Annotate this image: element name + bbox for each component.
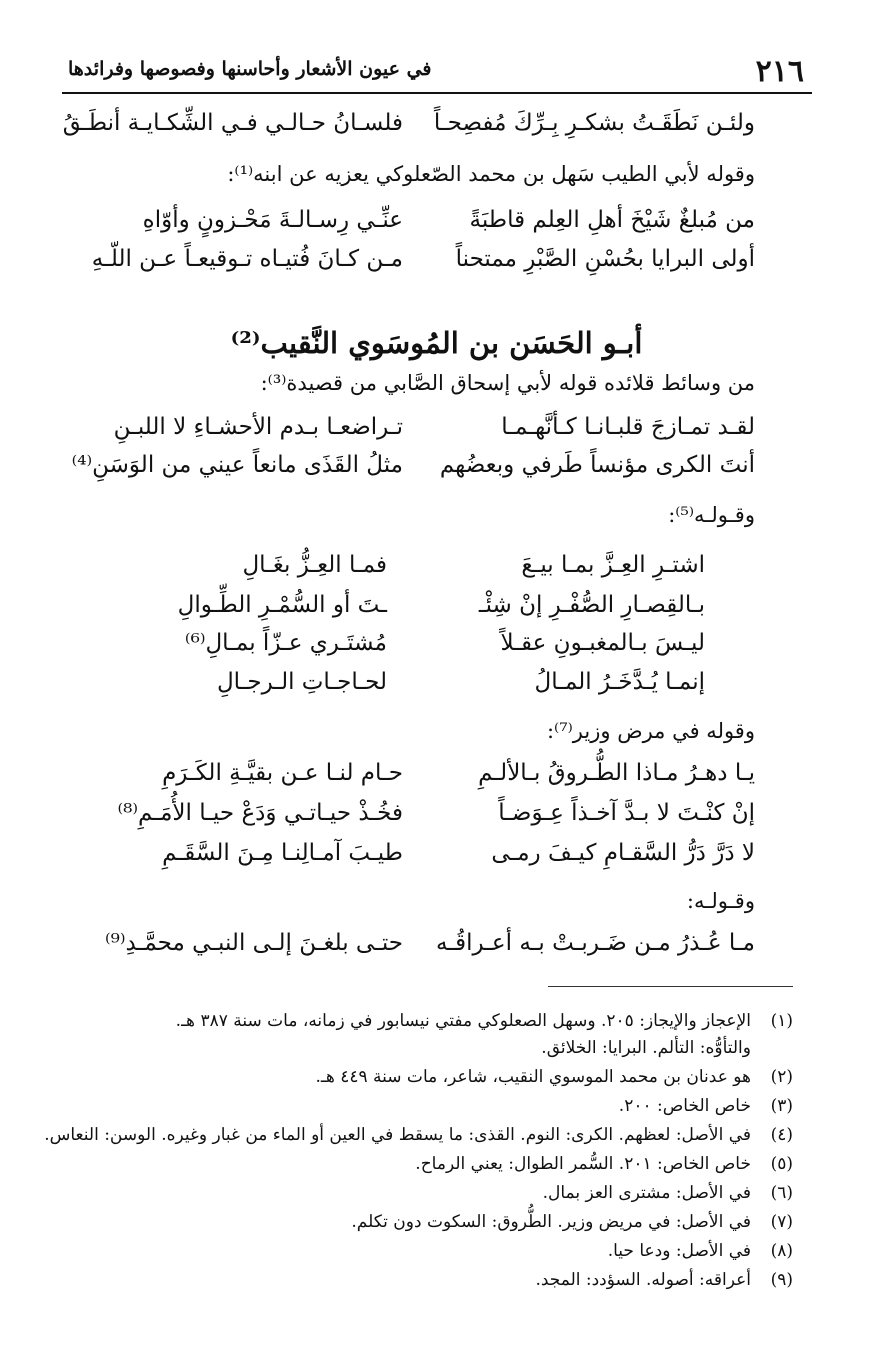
footnote-text: خاص الخاص: ٢٠٠. <box>618 1096 751 1116</box>
verse-hemistich-first: من مُبلغٌ شَيْخَ أهلِ العِلم قاطبَةً <box>469 207 755 233</box>
footnote <box>543 1183 793 1203</box>
page-number: ٢١٦ <box>755 54 804 89</box>
footnote-text: أعراقه: أصوله. السؤدد: المجد. <box>535 1270 751 1290</box>
footnote-text: في الأصل: ودعا حيا. <box>607 1241 751 1261</box>
prose-intro: وقوله في مرض وزير⁽⁷⁾: <box>546 719 755 743</box>
footnote <box>608 1241 793 1261</box>
footnote-text: في الأصل: مشترى العز بمال. <box>542 1183 751 1203</box>
footnote <box>44 1125 793 1145</box>
verse-hemistich-first: بـالقِصـارِ الصُّفْـرِ إنْ شِئْـ <box>478 592 705 618</box>
footnote-number: (٨) <box>770 1241 793 1261</box>
footnote <box>176 1011 793 1031</box>
footnote-number: (٣) <box>770 1096 793 1116</box>
footnote <box>619 1096 793 1116</box>
verse-hemistich-first: مـا عُـذرُ مـن ضَـربـتْ بـه أعـراقُـه <box>436 930 755 956</box>
verse-hemistich-second: عنِّـي رِسـالـةَ مَحْـزونٍ وأوّاهِ <box>142 207 403 233</box>
running-title: في عيون الأشعار وأحاسنها وفصوصها وفرائدها <box>68 58 432 80</box>
verse-hemistich-second: فخُـذْ حيـاتـي وَدَعْ حيـا الأُمَـمِ⁽⁸⁾ <box>117 800 403 826</box>
verse-hemistich-second: لحـاجـاتِ الـرجـالِ <box>216 669 387 695</box>
prose-intro: من وسائط قلائده قوله لأبي إسحاق الصَّابي من قصيدة⁽³⁾: <box>260 371 755 395</box>
verse-hemistich-first: ليـسَ بـالمغبـونِ عقـلاً <box>500 630 705 656</box>
footnote-number: (٦) <box>770 1183 793 1203</box>
footnote-number: (٤) <box>770 1125 793 1145</box>
verse-hemistich-second: فلسـانُ حـالـي فـي الشِّكـايـة أنطَـقُ <box>62 110 403 136</box>
verse-hemistich-first: يـا دهـرُ مـاذا الطُّـروقُ بـالألـمِ <box>478 760 755 786</box>
verse-hemistich-first: إنْ كنْـتَ لا بـدَّ آخـذاً عِـوَضـاً <box>498 800 755 826</box>
verse-hemistich-first: لقـد تمـازجَ قلبـانـا كـأنَّهـمـا <box>501 414 755 440</box>
footnote <box>315 1067 793 1087</box>
footnote <box>535 1270 793 1290</box>
footnote-text: في الأصل: في مريض وزير. الطُّروق: السكوت دون تكلم. <box>351 1212 751 1232</box>
footnote-number: (٥) <box>770 1154 793 1174</box>
page-header <box>62 52 812 94</box>
footnote-number: (٢) <box>770 1067 793 1087</box>
footnote <box>351 1212 793 1232</box>
footnote-text: خاص الخاص: ٢٠١. السُّمر الطوال: يعني الرماح. <box>415 1154 751 1174</box>
prose-intro: وقوله لأبي الطيب سَهل بن محمد الصّعلوكي يعزيه عن ابنه⁽¹⁾: <box>227 162 755 186</box>
footnote-text: في الأصل: لعظهم. الكرى: النوم. القذى: ما يسقط في العين أو الماء من غبار وغيره. الوسن: النعاس. <box>44 1125 751 1145</box>
verse-hemistich-first: اشتـرِ العِـزَّ بمـا بيـعَ <box>521 552 705 578</box>
verse-hemistich-first: لا دَرَّ دَرُّ السَّقـامِ كيـفَ رمـى <box>491 840 755 866</box>
verse-hemistich-second: طيـبَ آمـالِنـا مِـنَ السَّقَـمِ <box>162 840 403 866</box>
verse-hemistich-second: مثلُ القَذَى مانعاً عيني من الوَسَنِ⁽⁴⁾ <box>71 452 403 478</box>
footnote-number: (١) <box>770 1011 793 1031</box>
prose-intro: وقـولـه: <box>686 889 755 913</box>
verse-hemistich-first: ولئـن نَطَقَـتُ بشكـرِ بِـرِّكَ مُفصِحـاً <box>433 110 755 136</box>
footnote-text: هو عدنان بن محمد الموسوي النقيب، شاعر، مات سنة ٤٤٩ هـ. <box>315 1067 751 1087</box>
footnote-number: (٩) <box>770 1270 793 1290</box>
verse-hemistich-second: حتـى بلغـنَ إلـى النبـي محمَّـدِ⁽⁹⁾ <box>105 930 403 956</box>
footnote <box>415 1154 793 1174</box>
prose-intro: وقـولـه⁽⁵⁾: <box>668 503 755 527</box>
footnote-text: الإعجاز والإيجاز: ٢٠٥. وسهل الصعلوكي مفتي نيسابور في زمانه، مات سنة ٣٨٧ هـ. <box>175 1011 751 1031</box>
verse-hemistich-second: تـراضعـا بـدم الأحشـاءِ لا اللبـنِ <box>113 414 403 440</box>
verse-hemistich-second: مُشتَـري عـزّاً بمـالِ⁽⁶⁾ <box>184 630 387 656</box>
footnote-separator <box>548 986 793 987</box>
footnote-number: (٧) <box>770 1212 793 1232</box>
verse-hemistich-second: فمـا العِـزُّ بغَـالِ <box>242 552 387 578</box>
verse-hemistich-first: إنمـا يُـدَّخَـرُ المـالُ <box>534 669 705 695</box>
verse-hemistich-first: أنتَ الكرى مؤنساً طَرفي وبعضُهم <box>439 452 755 478</box>
verse-hemistich-second: حـام لنـا عـن بقيَّـةِ الكَـرَمِ <box>162 760 403 786</box>
verse-hemistich-first: أولى البرايا بحُسْنِ الصَّبْرِ ممتحناً <box>455 246 755 272</box>
footnote-continuation: والتأوُّه: التألم. البرايا: الخلائق. <box>541 1038 751 1058</box>
verse-hemistich-second: مـن كـانَ فُتيـاه تـوقيعـاً عـن اللّـهِ <box>91 246 403 272</box>
verse-hemistich-second: ـتَ أو السُّمْـرِ الطِّـوالِ <box>177 592 387 618</box>
section-heading: أبـو الحَسَن بن المُوسَوي النَّقيب⁽²⁾ <box>230 326 643 360</box>
